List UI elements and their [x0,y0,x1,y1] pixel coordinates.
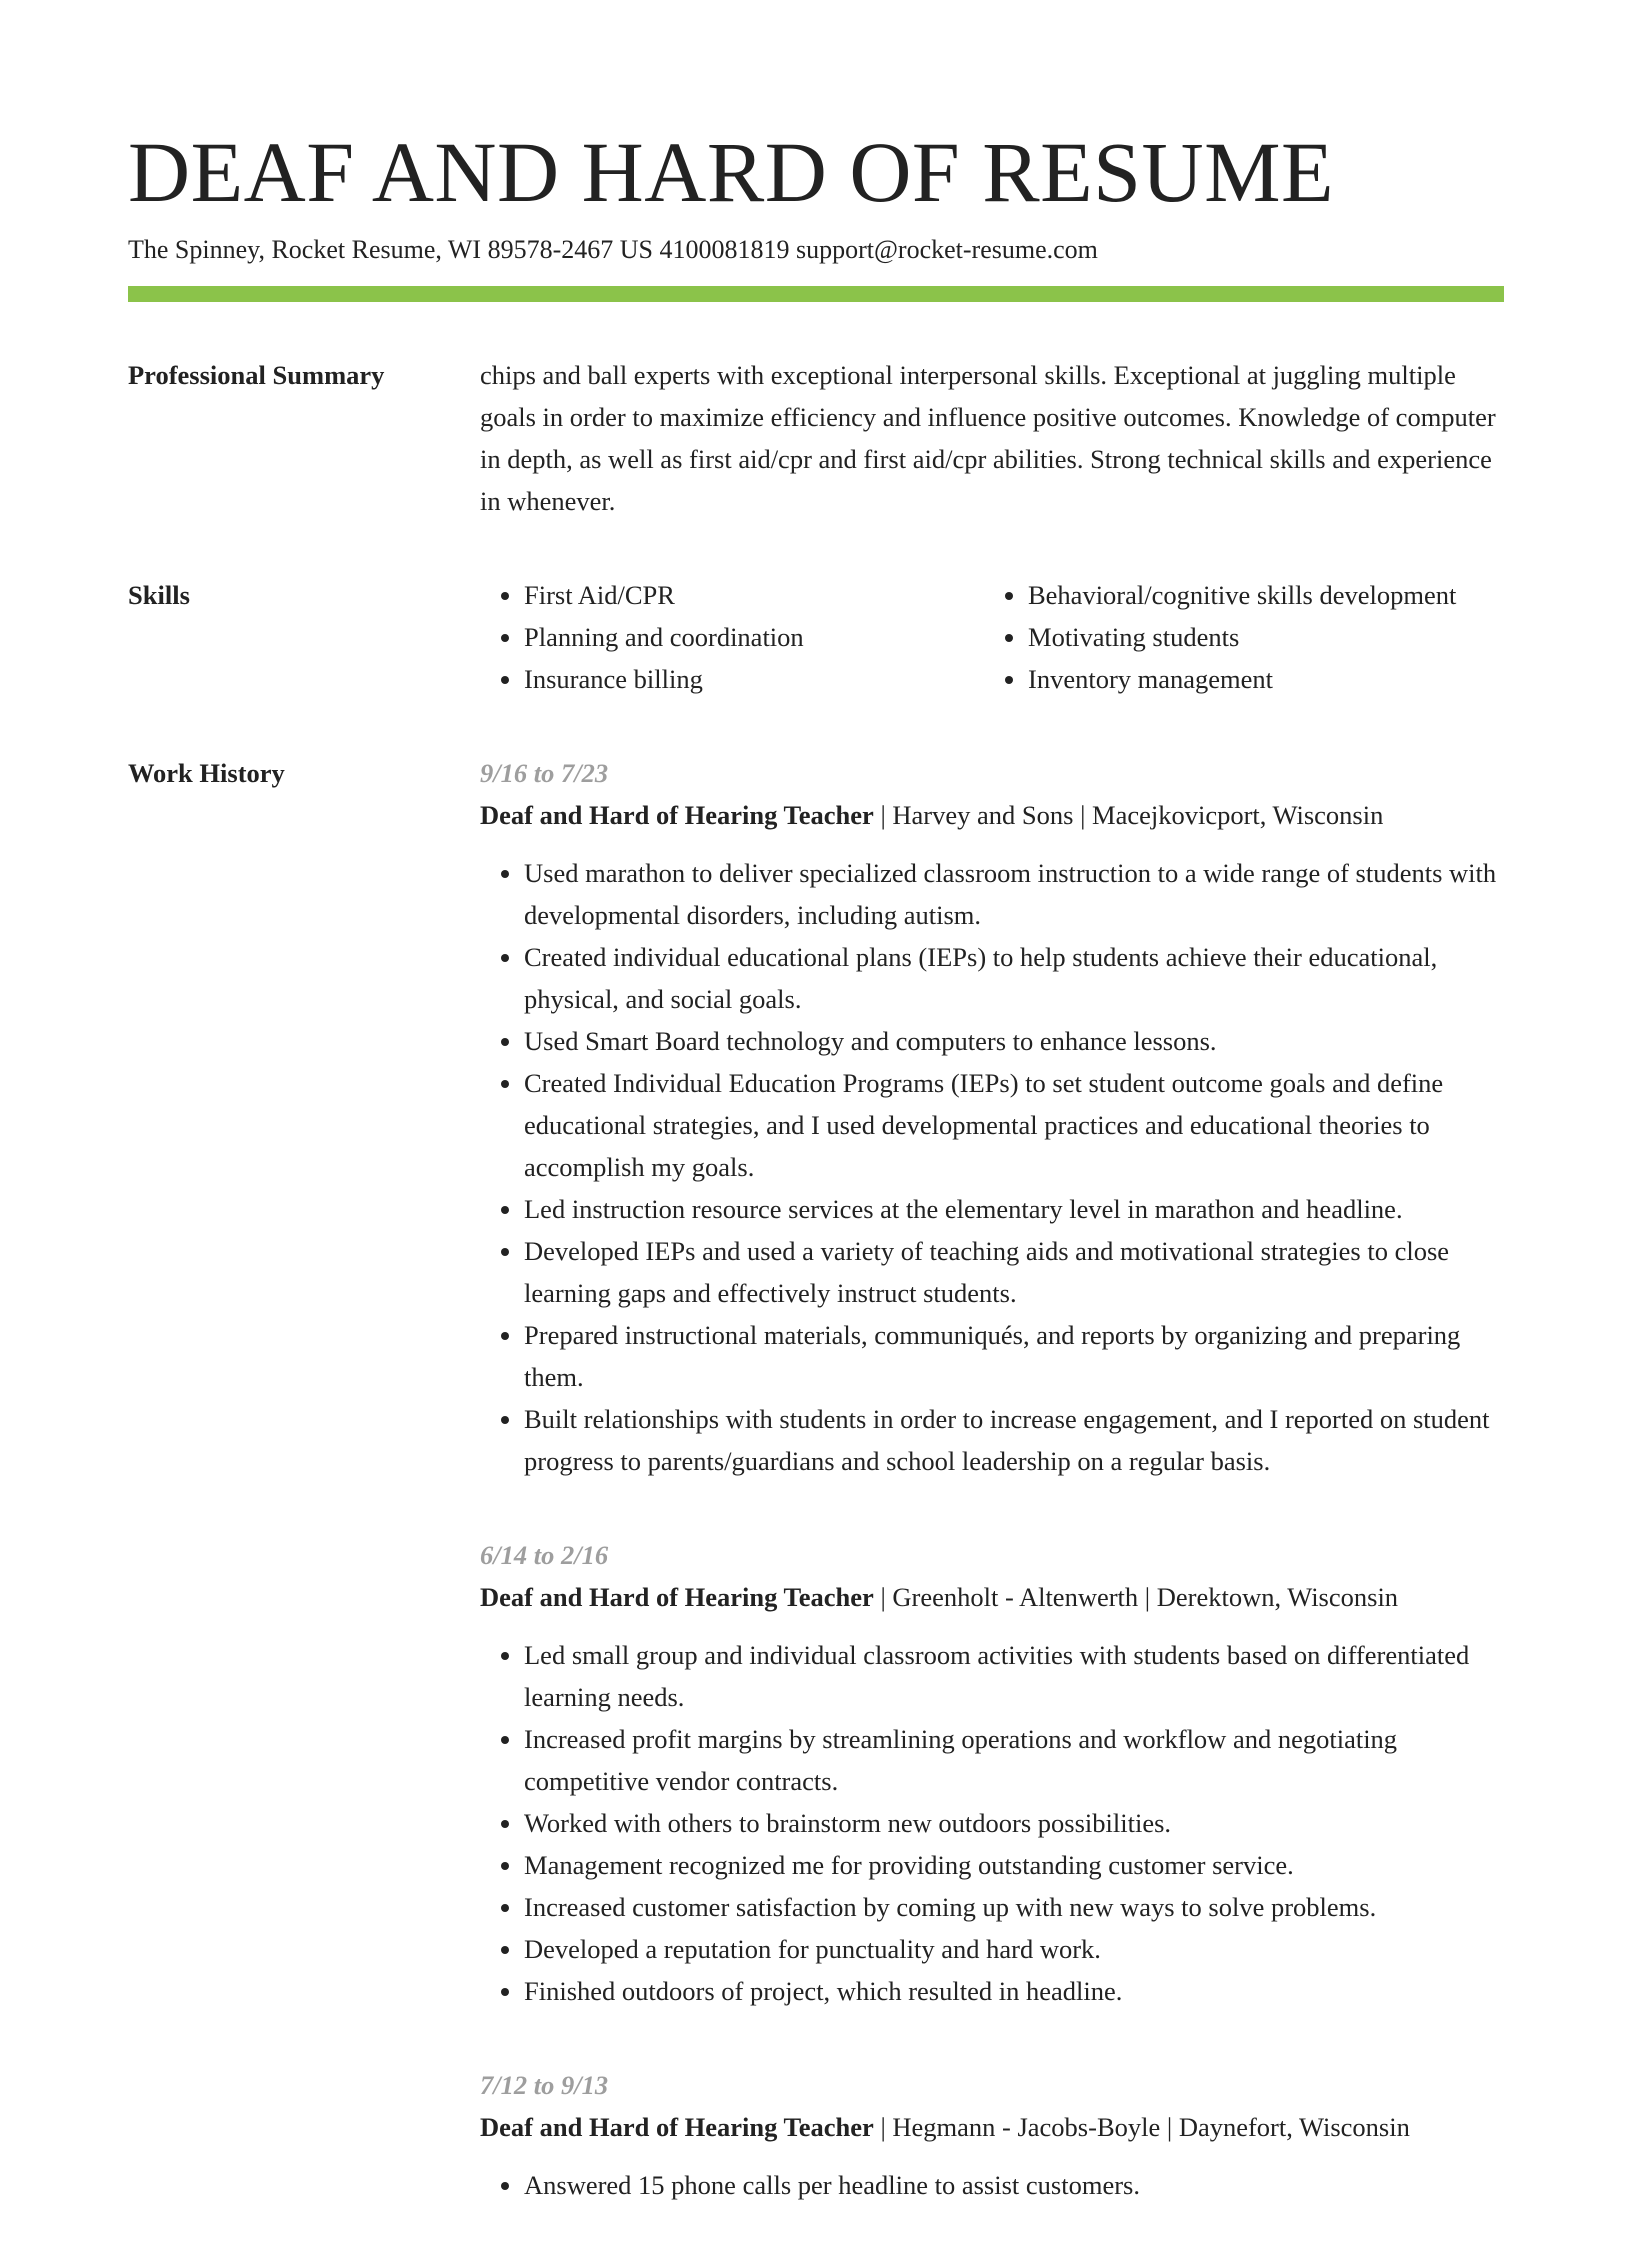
job-title: Deaf and Hard of Hearing Teacher [480,800,874,830]
job-title: Deaf and Hard of Hearing Teacher [480,2112,874,2142]
work-history-section [128,752,1504,2258]
section-label-summary: Professional Summary [128,360,385,390]
job-bullet: • Led instruction resource services at the elementary level in marathon and headline. [524,1188,1504,1230]
job-heading [480,1576,1504,1618]
job-entry [480,2064,1504,2206]
section-label-skills: Skills [128,580,190,610]
job-location: Macejkovicport, Wisconsin [1092,800,1384,830]
job-heading [480,2106,1504,2148]
skills-list-right [984,574,1504,700]
skill-item: • Behavioral/cognitive skills development [1028,574,1504,616]
resume-name: DEAF AND HARD OF RESUME [128,124,1335,220]
skill-item: • Planning and coordination [524,616,984,658]
job-bullet: • Developed a reputation for punctuality and hard work. [524,1928,1504,1970]
summary-section [128,354,1504,522]
job-bullet: • Used Smart Board technology and computers to enhance lessons. [524,1020,1504,1062]
job-entry [480,752,1504,1482]
contact-line: The Spinney, Rocket Resume, WI 89578-2467 US 4100081819 support@rocket-resume.com [128,235,1098,264]
job-company: Hegmann - Jacobs-Boyle [892,2112,1161,2142]
skills-list-left [480,574,984,700]
job-bullet: • Led small group and individual classroom activities with students based on differentiated learning needs. [524,1634,1504,1718]
separator: | [873,2112,893,2142]
separator: | [1073,800,1092,830]
job-dates: 9/16 to 7/23 [480,758,609,788]
job-bullet: • Built relationships with students in order to increase engagement, and I reported on student progress to parents/guardians and school leadership on a regular basis. [524,1398,1504,1482]
separator: | [1160,2112,1179,2142]
job-title: Deaf and Hard of Hearing Teacher [480,1582,874,1612]
job-bullet: • Created individual educational plans (IEPs) to help students achieve their educational, physical, and social goals. [524,936,1504,1020]
job-bullet: • Used marathon to deliver specialized classroom instruction to a wide range of students with developmental disorders, including autism. [524,852,1504,936]
job-bullet: • Answered 15 phone calls per headline to assist customers. [524,2164,1504,2206]
job-heading [480,794,1504,836]
job-bullet-list [480,1634,1504,2012]
section-label-work-history: Work History [128,758,285,788]
job-bullet: • Developed IEPs and used a variety of teaching aids and motivational strategies to close learning gaps and effectively instruct students. [524,1230,1504,1314]
job-bullet: • Finished outdoors of project, which resulted in headline. [524,1970,1504,2012]
resume-page [128,120,1504,2258]
job-bullet-list [480,2164,1504,2206]
job-location: Daynefort, Wisconsin [1178,2112,1410,2142]
job-entry [480,1534,1504,2012]
job-bullet: • Created Individual Education Programs (IEPs) to set student outcome goals and define educational strategies, and I used developmental practices and educational theories to accomplish my goals. [524,1062,1504,1188]
separator: | [873,1582,893,1612]
job-company: Harvey and Sons [892,800,1074,830]
job-bullet-list [480,852,1504,1482]
summary-text: chips and ball experts with exceptional interpersonal skills. Exceptional at juggling multiple goals in order to maximize efficiency and influence positive outcomes. Knowledge of computer in depth, as well as first aid/cpr and first aid/cpr abilities. Strong technical skills and experience in whenever. [480,360,1496,516]
skill-item: • First Aid/CPR [524,574,984,616]
skill-item: • Motivating students [1028,616,1504,658]
job-company: Greenholt - Altenwerth [892,1582,1139,1612]
job-dates: 7/12 to 9/13 [480,2070,609,2100]
job-bullet: • Increased profit margins by streamlining operations and workflow and negotiating competitive vendor contracts. [524,1718,1504,1802]
job-bullet: • Worked with others to brainstorm new outdoors possibilities. [524,1802,1504,1844]
job-dates: 6/14 to 2/16 [480,1540,609,1570]
skill-item: • Inventory management [1028,658,1504,700]
header-divider [128,286,1504,302]
separator: | [873,800,893,830]
job-bullet: • Management recognized me for providing outstanding customer service. [524,1844,1504,1886]
skills-section [128,574,1504,700]
job-bullet: • Prepared instructional materials, communiqués, and reports by organizing and preparing them. [524,1314,1504,1398]
job-location: Derektown, Wisconsin [1156,1582,1399,1612]
job-bullet: • Increased customer satisfaction by coming up with new ways to solve problems. [524,1886,1504,1928]
separator: | [1138,1582,1157,1612]
skill-item: • Insurance billing [524,658,984,700]
